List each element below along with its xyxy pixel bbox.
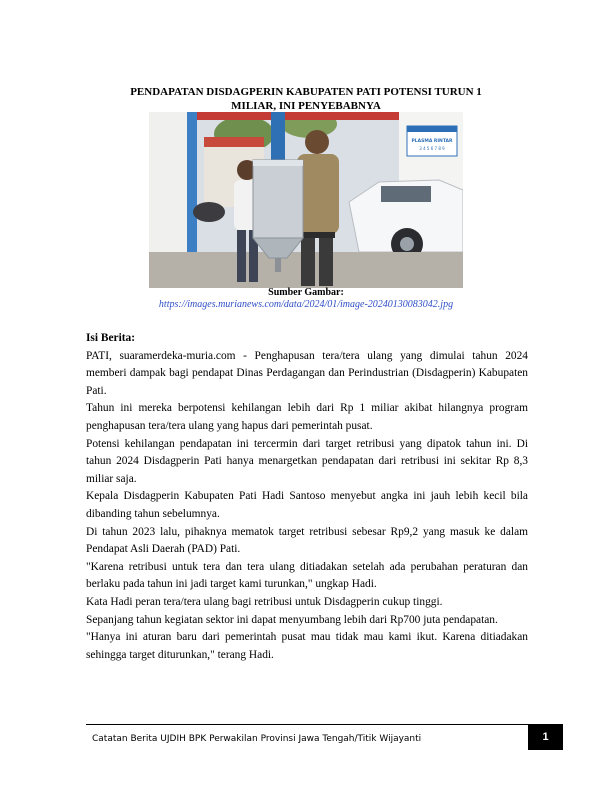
paragraph: "Karena retribusi untuk tera dan tera ulang ditiadakan setelah ada perubahan peraturan dan berlaku pada tahun ini jadi target kami turunkan," ungkap Hadi.	[86, 560, 528, 591]
photo-sign-text-2: 3 4 5 6 7 8 9	[419, 146, 445, 151]
paragraph: Potensi kehilangan pendapatan ini tercermin dari target retribusi yang dipatok tahun ini. Di tahun 2024 Disdagperin Pati hanya menargetkan pendapatan dari retribusi ini sekitar Rp 8,3 miliar saja.	[86, 437, 528, 485]
image-caption	[92, 287, 520, 311]
footer-divider	[86, 724, 563, 725]
photo-sign-text-1: PLASMA RINTAR	[411, 139, 453, 144]
caption-url-link[interactable]: https://images.murianews.com/data/2024/01/image-20240130083042.jpg	[158, 299, 454, 310]
paragraph: Sepanjang tahun kegiatan sektor ini dapat menyumbang lebih dari Rp700 juta pendapatan.	[86, 613, 498, 626]
footer-text: Catatan Berita UJDIH BPK Perwakilan Provinsi Jawa Tengah/Titik Wijayanti	[92, 734, 422, 744]
title-line-1: PENDAPATAN DISDAGPERIN KABUPATEN PATI POTENSI TURUN 1	[130, 86, 482, 98]
paragraph: Kata Hadi peran tera/tera ulang bagi retribusi untuk Disdagperin cukup tinggi.	[86, 595, 443, 608]
section-label: Isi Berita:	[86, 332, 136, 344]
article-body	[86, 330, 528, 664]
paragraph: Kepala Disdagperin Kabupaten Pati Hadi Santoso menyebut angka ini jauh lebih kecil bila dibanding tahun sebelumnya.	[86, 490, 528, 520]
caption-label: Sumber Gambar:	[268, 287, 344, 298]
news-photo	[149, 112, 463, 288]
page-number: 1	[528, 724, 563, 750]
paragraph: PATI, suaramerdeka-muria.com - Penghapusan tera/tera ulang yang dimulai tahun 2024 memberi dampak bagi pendapat Dinas Perdagangan dan Perindustrian (Disdagperin) Kabupaten Pati.	[86, 349, 528, 397]
paragraph: "Hanya ini aturan baru dari pemerintah pusat mau tidak mau kami ikut. Karena ditiadakan sehingga target diturunkan," terang Hadi.	[86, 631, 528, 661]
article-title	[92, 86, 520, 113]
paragraph: Tahun ini mereka berpotensi kehilangan lebih dari Rp 1 miliar akibat hilangnya program penghapusan tera/tera ulang yang hapus dari pemerintah pusat.	[86, 402, 528, 432]
title-line-2: MILIAR, INI PENYEBABNYA	[231, 99, 381, 112]
paragraph: Di tahun 2023 lalu, pihaknya mematok target retribusi sebesar Rp9,2 yang masuk ke dalam Pendapat Asli Daerah (PAD) Pati.	[86, 525, 528, 556]
